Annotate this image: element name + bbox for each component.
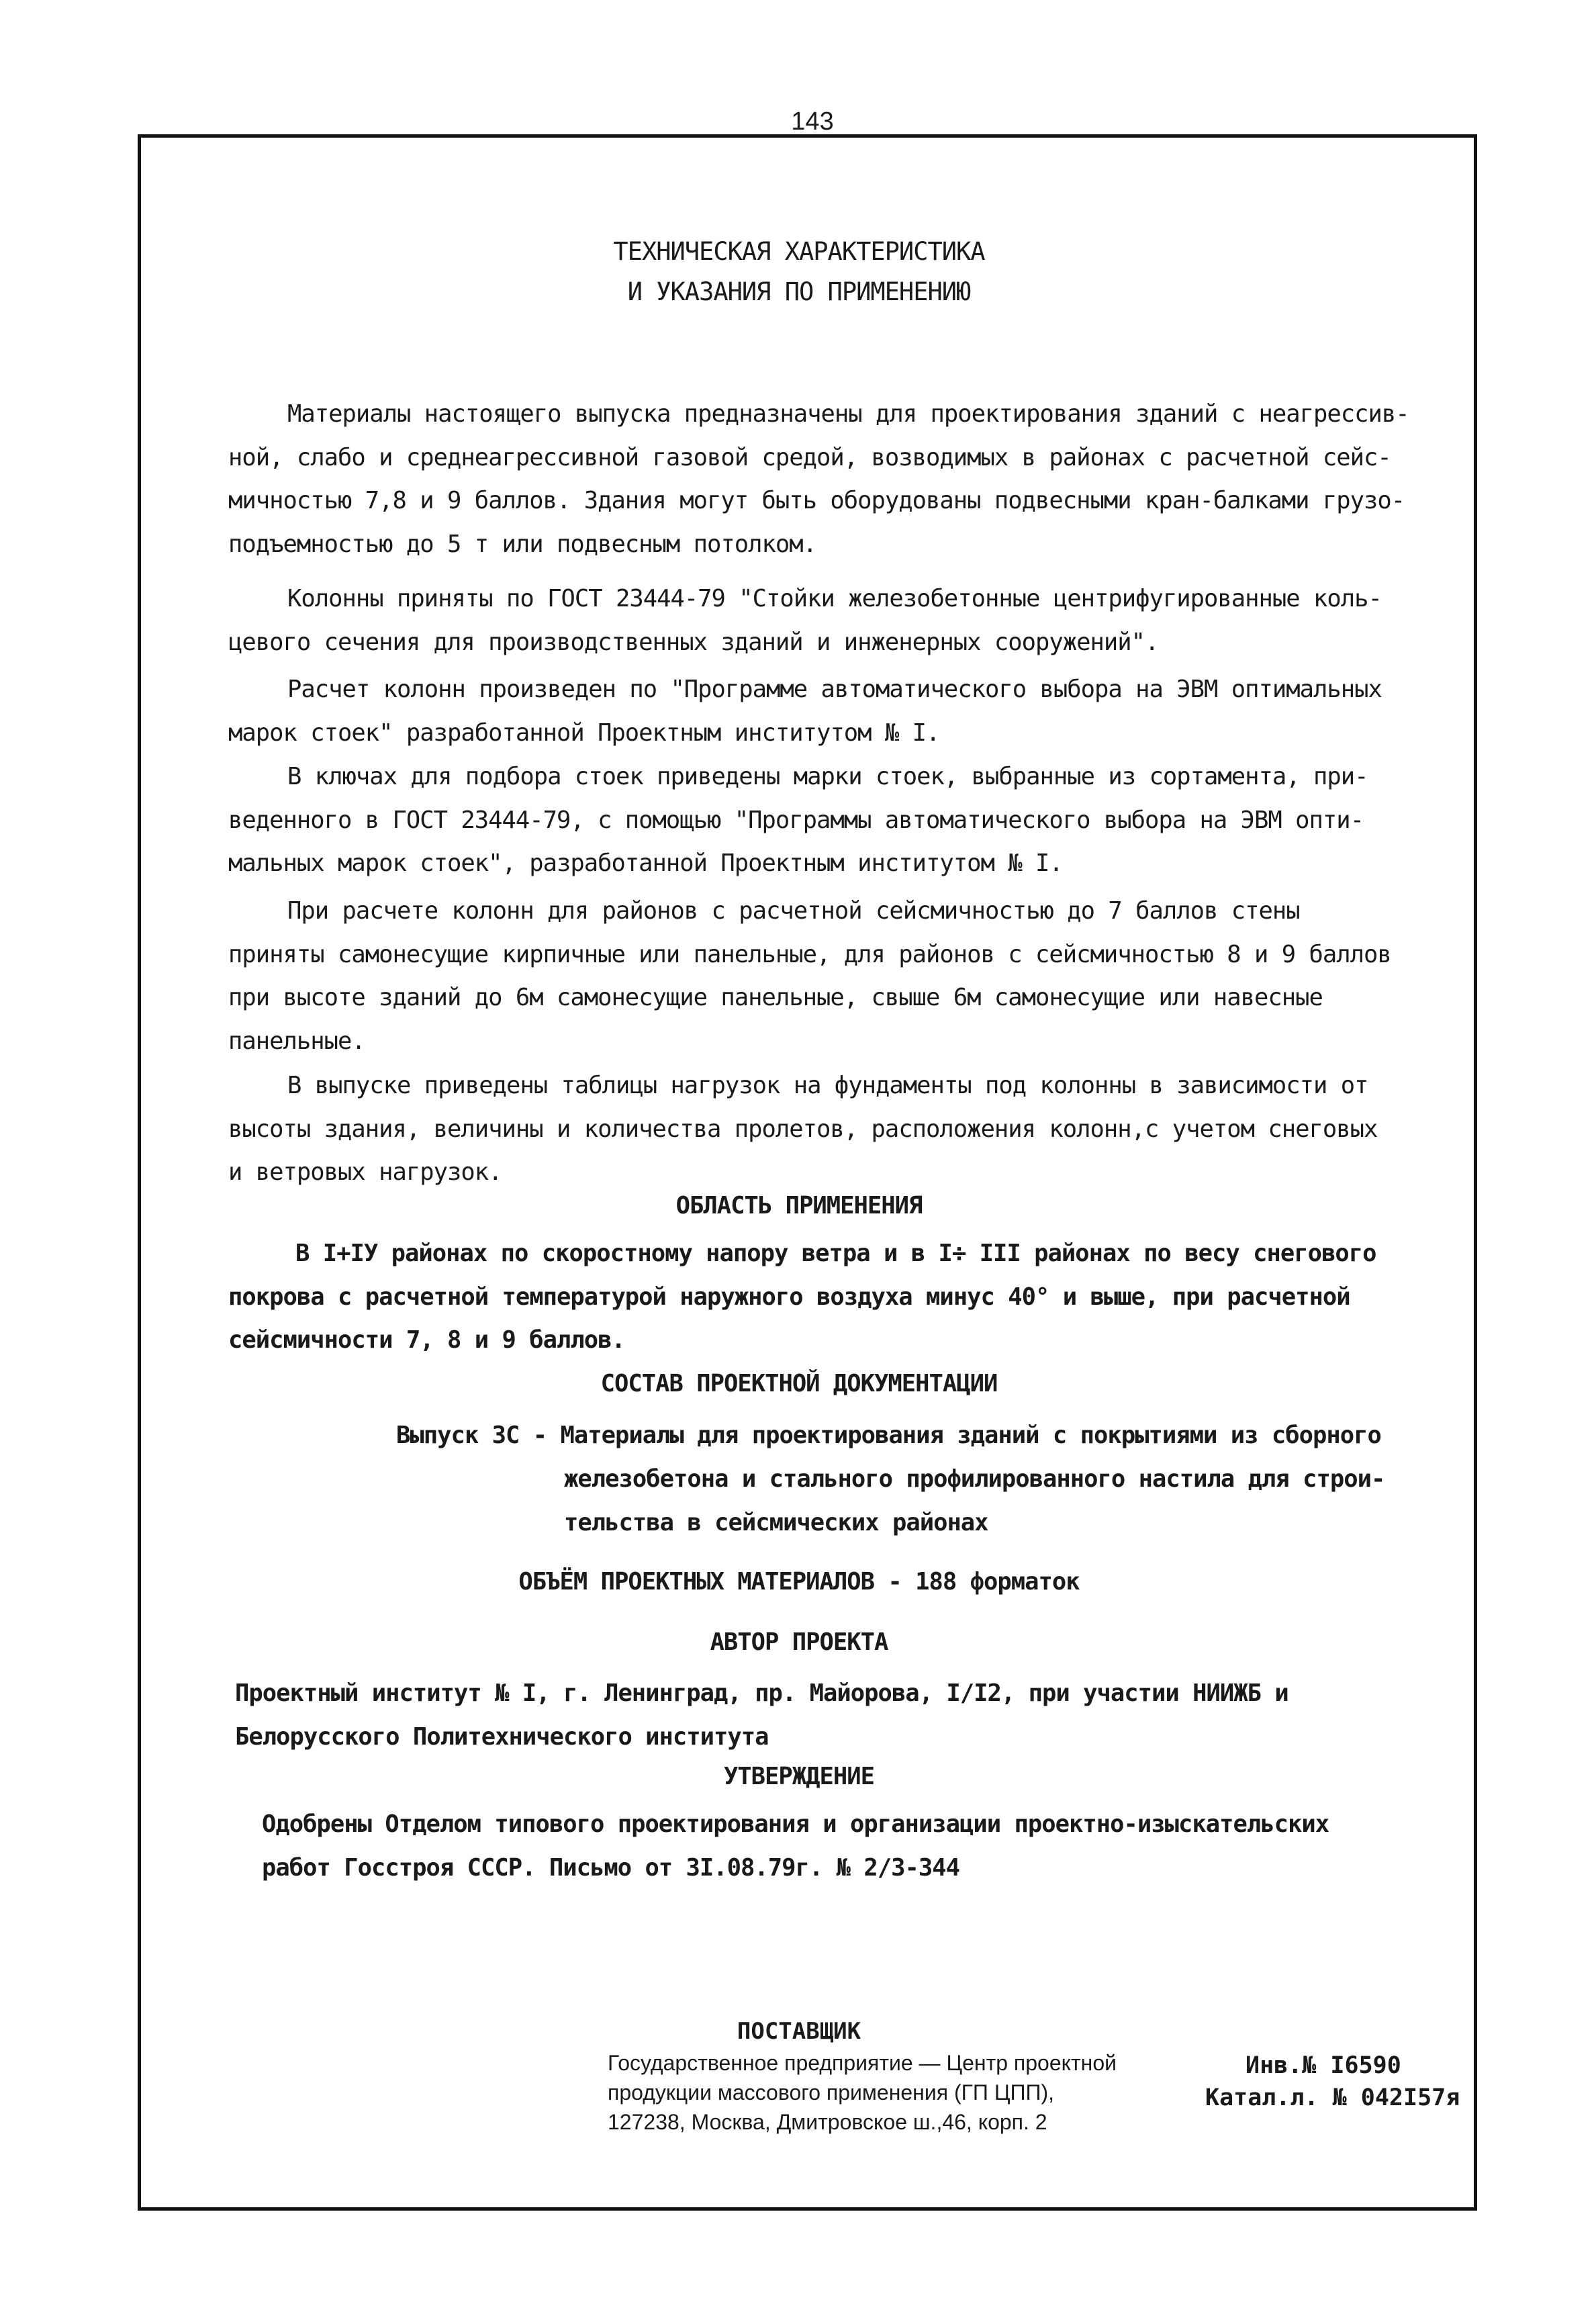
documentation-composition: [396, 1414, 1403, 1544]
paragraph-2-line-2: цевого сечения для производственных зданий и инженерных сооружений".: [228, 628, 1159, 656]
paragraph-4-line-3: мальных марок стоек", разработанной Проектным институтом № I.: [228, 849, 1063, 877]
page-frame-bottom: [138, 2207, 1477, 2211]
paragraph-6-line-3: и ветровых нагрузок.: [228, 1158, 502, 1186]
page-number: 143: [791, 107, 834, 136]
inventory-number: Инв.№ I6590: [1246, 2052, 1401, 2079]
author-line-1: Проектный институт № I, г. Ленинград, пр. Майорова, I/I2, при участии НИИЖБ и: [235, 1679, 1288, 1707]
title-line-2: И УКАЗАНИЯ ПО ПРИМЕНЕНИЮ: [627, 277, 971, 306]
approval-line-1: Одобрены Отделом типового проектирования и организации проектно-изыскательских: [262, 1810, 1329, 1838]
paragraph-4: [228, 755, 1410, 886]
author-line-2: Белорусского Политехнического института: [235, 1722, 769, 1751]
paragraph-6-line-2: высоты здания, величины и количества пролетов, расположения колонн,с учетом снеговых: [228, 1115, 1378, 1143]
paragraph-4-line-2: веденного в ГОСТ 23444-79, с помощью "Программы автоматического выбора на ЭВМ опти-: [228, 806, 1364, 834]
paragraph-5: [228, 890, 1410, 1063]
paragraph-6: [228, 1064, 1410, 1195]
paragraph-5-line-2: приняты самонесущие кирпичные или панельные, для районов с сейсмичностью 8 и 9 баллов: [228, 940, 1391, 968]
approval-heading: УТВЕРЖДЕНИЕ: [723, 1763, 875, 1790]
paragraph-1-line-4: подъемностью до 5 т или подвесным потолком.: [228, 530, 817, 558]
supplier-line-2: продукции массового применения (ГП ЦПП),: [608, 2080, 1055, 2105]
documentation-heading: СОСТАВ ПРОЕКТНОЙ ДОКУМЕНТАЦИИ: [600, 1370, 998, 1397]
documentation-line-3: тельства в сейсмических районах: [564, 1509, 988, 1536]
paragraph-4-line-1: В ключах для подбора стоек приведены марки стоек, выбранные из сортамента, при-: [287, 763, 1368, 790]
documentation-line-1: Выпуск 3С - Материалы для проектирования зданий с покрытиями из сборного: [396, 1422, 1381, 1449]
paragraph-3-line-1: Расчет колонн произведен по "Программе автоматического выбора на ЭВМ оптимальных: [287, 676, 1382, 703]
paragraph-2: [228, 578, 1410, 664]
paragraph-2-line-1: Колонны приняты по ГОСТ 23444-79 "Стойки железобетонные центрифугированные коль-: [287, 585, 1382, 612]
author-text: [235, 1672, 1417, 1759]
approval-text: [262, 1803, 1444, 1890]
paragraph-6-line-1: В выпуске приведены таблицы нагрузок на фундаменты под колонны в зависимости от: [287, 1072, 1368, 1099]
scope-line-3: сейсмичности 7, 8 и 9 баллов.: [228, 1326, 625, 1354]
title-line-1: ТЕХНИЧЕСКАЯ ХАРАКТЕРИСТИКА: [613, 237, 985, 266]
supplier-heading: ПОСТАВЩИК: [737, 2018, 861, 2045]
scope-heading: ОБЛАСТЬ ПРИМЕНЕНИЯ: [675, 1192, 923, 1219]
paragraph-5-line-1: При расчете колонн для районов с расчетной сейсмичностью до 7 баллов стены: [287, 897, 1300, 925]
approval-line-2: работ Госстроя СССР. Письмо от 3I.08.79г. № 2/3-344: [262, 1853, 960, 1882]
supplier-line-1: Государственное предприятие — Центр проектной: [608, 2051, 1117, 2075]
paragraph-1-line-1: Материалы настоящего выпуска предназначены для проектирования зданий с неагрессив-: [287, 400, 1409, 428]
paragraph-3: [228, 668, 1410, 755]
paragraph-1: [228, 393, 1410, 566]
paragraph-5-line-3: при высоте зданий до 6м самонесущие панельные, свыше 6м самонесущие или навесные: [228, 984, 1323, 1011]
scope-line-2: покрова с расчетной температурой наружного воздуха минус 40° и выше, при расчетной: [228, 1283, 1350, 1311]
paragraph-3-line-2: марок стоек" разработанной Проектным институтом № I.: [228, 719, 940, 747]
supplier-address: [608, 2048, 1199, 2137]
author-heading: АВТОР ПРОЕКТА: [710, 1628, 888, 1656]
paragraph-1-line-2: ной, слабо и среднеагрессивной газовой средой, возводимых в районах с расчетной сейс-: [228, 443, 1391, 471]
inventory-block: [1205, 2049, 1467, 2114]
page-title: [201, 232, 1397, 312]
paragraph-1-line-3: мичностью 7,8 и 9 баллов. Здания могут быть оборудованы подвесными кран-балками грузо-: [228, 487, 1405, 514]
scope-text: [228, 1232, 1410, 1363]
documentation-line-2: железобетона и стального профилированного настила для строи-: [564, 1465, 1385, 1493]
supplier-line-3: 127238, Москва, Дмитровское ш.,46, корп. 2: [608, 2110, 1047, 2134]
catalog-number: Катал.л. № 042I57я: [1205, 2084, 1460, 2111]
scope-line-1: В I+IУ районах по скоростному напору ветра и в I÷ III районах по весу снегового: [295, 1240, 1376, 1267]
volume-line: ОБЪЁМ ПРОЕКТНЫХ МАТЕРИАЛОВ - 188 форматок: [518, 1568, 1080, 1596]
paragraph-5-line-4: панельные.: [228, 1027, 365, 1055]
